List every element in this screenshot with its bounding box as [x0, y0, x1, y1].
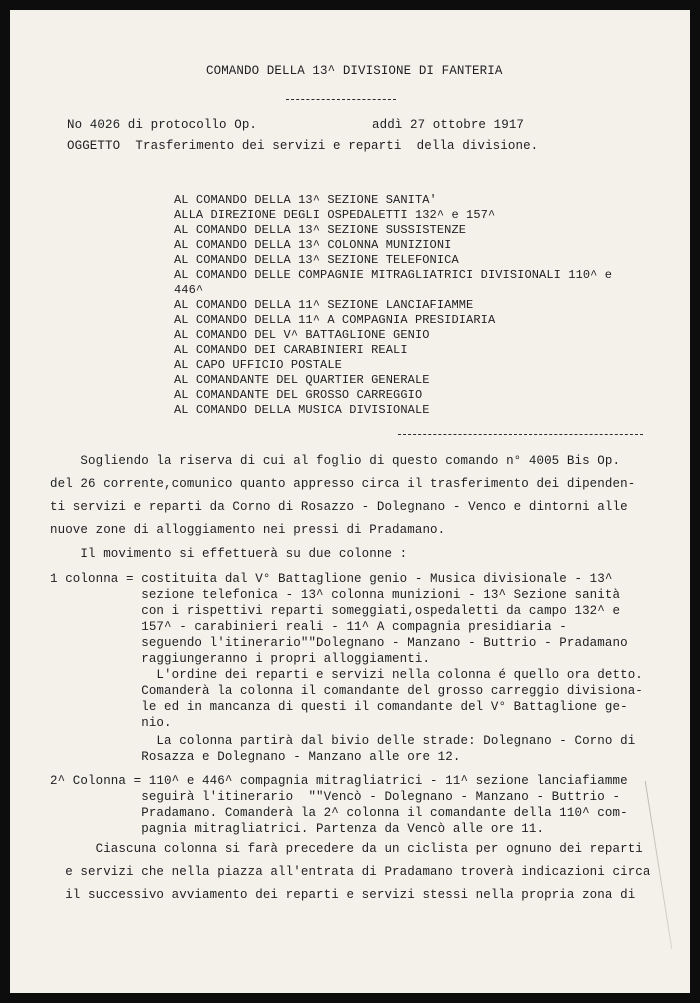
document-page — [10, 10, 690, 993]
recipients-divider — [398, 434, 643, 435]
recipient-line: AL COMANDANTE DEL GROSSO CARREGGIO — [174, 388, 423, 402]
recipient-line: AL COMANDO DELLA 13^ SEZIONE SANITA' — [174, 193, 437, 207]
recipient-line: AL COMANDO DELLA 11^ SEZIONE LANCIAFIAMME — [174, 298, 474, 312]
closing-line: e servizi che nella piazza all'entrata di Pradamano troverà indicazioni circa — [50, 865, 651, 879]
column-1-line: raggiungeranno i propri alloggiamenti. — [50, 652, 431, 666]
recipient-line: AL COMANDO DELLA 13^ COLONNA MUNIZIONI — [174, 238, 452, 252]
recipient-line: AL COMANDO DELLA 13^ SEZIONE SUSSISTENZE — [174, 223, 467, 237]
title-underline — [286, 99, 396, 100]
document-date: addì 27 ottobre 1917 — [372, 118, 525, 132]
column-1-line: seguendo l'itinerario""Dolegnano - Manzano - Buttrio - Pradamano — [50, 636, 628, 650]
closing-line: Ciascuna colonna si farà precedere da un ciclista per ognuno dei reparti — [50, 842, 643, 856]
recipient-line: AL COMANDO DELLA MUSICA DIVISIONALE — [174, 403, 430, 417]
recipient-line: AL COMANDANTE DEL QUARTIER GENERALE — [174, 373, 430, 387]
intro-line: del 26 corrente,comunico quanto appresso circa il trasferimento dei dipenden- — [50, 477, 636, 491]
column-2-line: pagnia mitragliatrici. Partenza da Vencò alle ore 11. — [50, 822, 545, 836]
column-1-line: sezione telefonica - 13^ colonna munizioni - 13^ Sezione sanità — [50, 588, 621, 602]
column-1-line: con i rispettivi reparti someggiati,ospedaletti da campo 132^ e — [50, 604, 621, 618]
column-1-line: L'ordine dei reparti e servizi nella colonna é quello ora detto. — [50, 668, 643, 682]
column-1-departure-line: Rosazza e Dolegnano - Manzano alle ore 12. — [50, 750, 461, 764]
movement-line: Il movimento si effettuerà su due colonne : — [50, 547, 408, 561]
column-2-line: seguirà l'itinerario ""Vencò - Dolegnano - Manzano - Buttrio - — [50, 790, 621, 804]
intro-line: Sogliendo la riserva di cui al foglio di questo comando n° 4005 Bis Op. — [50, 454, 621, 468]
document-title: COMANDO DELLA 13^ DIVISIONE DI FANTERIA — [206, 64, 503, 78]
subject-line: OGGETTO Trasferimento dei servizi e reparti della divisione. — [67, 139, 539, 153]
recipient-line: AL CAPO UFFICIO POSTALE — [174, 358, 342, 372]
recipient-line: AL COMANDO DELLE COMPAGNIE MITRAGLIATRICI DIVISIONALI 110^ e — [174, 268, 613, 282]
closing-line: il successivo avviamento dei reparti e servizi stessi nella propria zona di — [50, 888, 636, 902]
recipient-line: AL COMANDO DEL V^ BATTAGLIONE GENIO — [174, 328, 430, 342]
column-1-line: le ed in mancanza di questi il comandante del V° Battaglione ge- — [50, 700, 628, 714]
recipient-line: AL COMANDO DELLA 11^ A COMPAGNIA PRESIDIARIA — [174, 313, 496, 327]
protocol-number: No 4026 di protocollo Op. — [67, 118, 258, 132]
column-1-line: Comanderà la colonna il comandante del grosso carreggio divisiona- — [50, 684, 643, 698]
column-1-line: 1 colonna = costituita dal V° Battaglione genio - Musica divisionale - 13^ — [50, 572, 613, 586]
recipient-line: ALLA DIREZIONE DEGLI OSPEDALETTI 132^ e 157^ — [174, 208, 496, 222]
column-1-departure-line: La colonna partirà dal bivio delle strade: Dolegnano - Corno di — [50, 734, 636, 748]
recipient-line: AL COMANDO DEI CARABINIERI REALI — [174, 343, 408, 357]
column-1-line: 157^ - carabinieri reali - 11^ A compagnia presidiaria - — [50, 620, 567, 634]
recipient-line: 446^ — [174, 283, 204, 297]
column-2-line: Pradamano. Comanderà la 2^ colonna il comandante della 110^ com- — [50, 806, 628, 820]
column-2-line: 2^ Colonna = 110^ e 446^ compagnia mitragliatrici - 11^ sezione lanciafiamme — [50, 774, 628, 788]
intro-line: nuove zone di alloggiamento nei pressi di Pradamano. — [50, 523, 446, 537]
intro-line: ti servizi e reparti da Corno di Rosazzo - Dolegnano - Venco e dintorni alle — [50, 500, 628, 514]
column-1-line: nio. — [50, 716, 172, 730]
recipient-line: AL COMANDO DELLA 13^ SEZIONE TELEFONICA — [174, 253, 459, 267]
